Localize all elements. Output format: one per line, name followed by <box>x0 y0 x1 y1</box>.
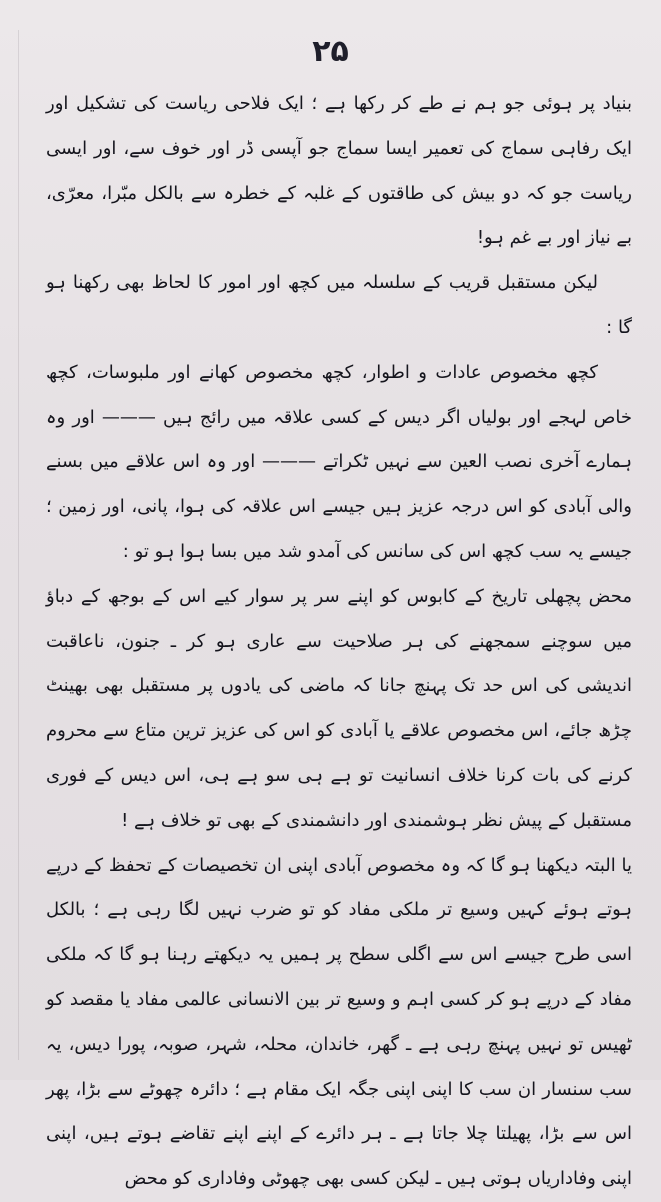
paragraph-5: یا البتہ دیکھنا ہو گا کہ وہ مخصوص آبادی اپنی ان تخصیصات کے تحفظ کے درپے ہوتے ہوئے کہیں وسیع تر ملکی مفاد کو تو ضرب نہیں لگا رہی ہے ؛ بالکل اسی طرح جیسے اس سے اگلی سطح پر ہمیں یہ دیکھتے رہنا ہو گا کہ ملکی مفاد کے درپے ہو کر کسی اہم و وسیع تر بین الانسانی عالمی مفاد یا مقصد کو ٹھیس تو نہیں پہنچ رہی ہے ـ گھر، خاندان، محلہ، شہر، صوبہ، پورا دیس، یہ سب سنسار ان سب کا اپنی اپنی جگہ ایک مقام ہے ؛ دائرہ چھوٹے سے بڑا، پھر اس سے بڑا، پھیلتا چلا جاتا ہے ـ ہر دائرے کے اپنے اپنے تقاضے ہوتے ہیں، اپنی اپنی وفاداریاں ہوتی ہیں ـ لیکن کسی بھی چھوٹی وفاداری کو محض <box>46 854 632 1190</box>
page-number: ۲۵ <box>312 34 349 69</box>
paragraph-4: محض پچھلی تاریخ کے کابوس کو اپنے سر پر سوار کیے اس کے بوجھ کے دباؤ میں سوچنے سمجھنے کی ہر صلاحیت سے عاری ہو کر ـ جنون، ناعاقبت اندیشی کی اس حد تک پہنچ جانا کہ ماضی کی یادوں پر مستقبل بھی بھینٹ چڑھ جائے، اس مخصوص علاقے یا آبادی کو اس کی عزیز ترین متاع سے محروم کرنے کی بات کرنا خلاف انسانیت تو ہے ہی سو ہے ہی، اس دیس کے فوری مستقبل کے پیش نظر ہوشمندی اور دانشمندی کے بھی تو خلاف ہے ! <box>46 585 632 831</box>
paragraph-3: کچھ مخصوص عادات و اطوار، کچھ مخصوص کھانے اور ملبوسات، کچھ خاص لہجے اور بولیاں اگر دیس کے کسی علاقہ میں رائج ہیں ——— اور وہ ہمارے آخری نصب العین سے نہیں ٹکراتے ——— اور وہ اس علاقے میں بسنے والی آبادی کو اس درجہ عزیز ہیں جیسے اس علاقہ کی ہوا، پانی، اور زمین ؛ جیسے یہ سب کچھ اس کی سانس کی آمدو شد میں بسا ہوا ہو تو : <box>46 361 632 562</box>
page-fold-shadow <box>18 30 19 1060</box>
body-text <box>46 82 632 1202</box>
paragraph-1: بنیاد پر ہوئی جو ہم نے طے کر رکھا ہے ؛ ایک فلاحی ریاست کی تشکیل اور ایک رفاہی سماج کی تعمیر ایسا سماج جو آپسی ڈر اور خوف سے، اور ایسی ریاست جو کہ دو بیش کی طاقتوں کے غلبہ کے خطرہ سے بالکل مبّرا، معرّی، بے نیاز اور بے غم ہو! <box>46 93 632 249</box>
paragraph-2: لیکن مستقبل قریب کے سلسلہ میں کچھ اور امور کا لحاظ بھی رکھنا ہو گا : <box>46 272 632 338</box>
